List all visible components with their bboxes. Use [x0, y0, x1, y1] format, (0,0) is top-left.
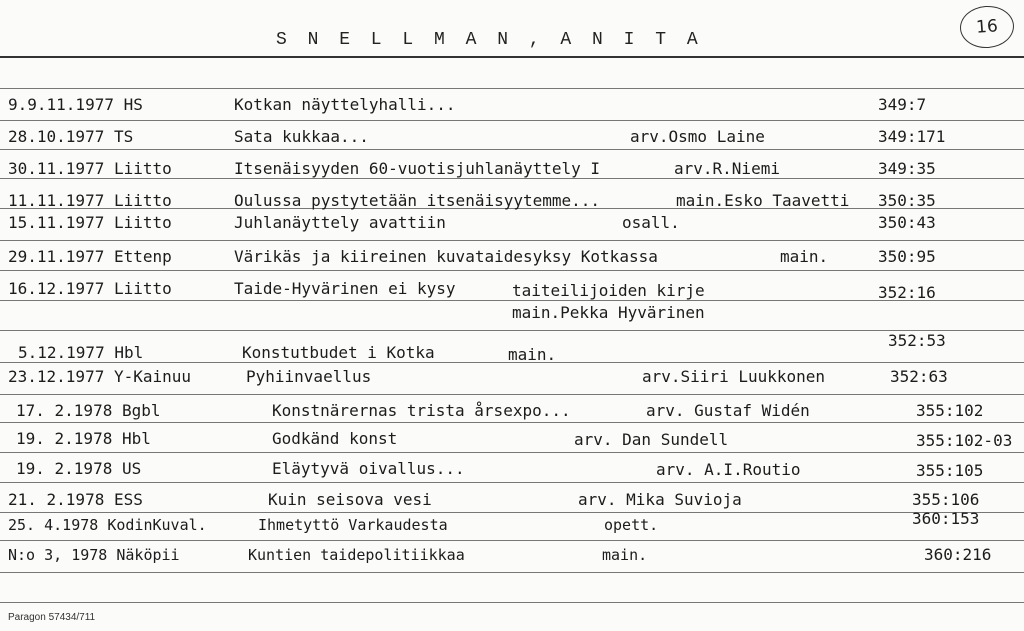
entry-date: 9.9.11.1977 HS — [8, 95, 143, 114]
rule-line — [0, 512, 1024, 513]
entry-title: Kotkan näyttelyhalli... — [234, 95, 456, 114]
entry-note: arv. Dan Sundell — [574, 430, 729, 449]
entry-date: 23.12.1977 Y-Kainuu — [8, 367, 192, 386]
entry-title: Taide-Hyvärinen ei kysy — [234, 279, 456, 298]
entry-title: Konstutbudet i Kotka — [242, 343, 435, 362]
rule-line — [0, 88, 1024, 89]
entry-ref: 350:43 — [878, 213, 936, 232]
rule-line — [0, 452, 1024, 453]
entry-title: Pyhiinvaellus — [246, 367, 372, 386]
entry-ref: 349:171 — [878, 127, 946, 146]
entry-note: arv.Osmo Laine — [630, 127, 765, 146]
entry-ref: 355:102 — [916, 401, 984, 420]
entry-ref: 352:16 — [878, 283, 936, 302]
rule-line — [0, 422, 1024, 423]
entry-date: 19. 2.1978 US — [16, 459, 142, 478]
entry-title: Ihmetyttö Varkaudesta — [258, 516, 448, 534]
entry-title: Kuntien taidepolitiikkaa — [248, 546, 465, 564]
entry-note: main. — [780, 247, 829, 266]
entry-note: main. — [602, 546, 648, 564]
rule-line — [0, 300, 1024, 301]
entry-ref: 349:7 — [878, 95, 927, 114]
entry-ref: 349:35 — [878, 159, 936, 178]
entry-date: 25. 4.1978 KodinKuval. — [8, 516, 207, 534]
entry-ref: 350:95 — [878, 247, 936, 266]
entry-ref: 355:106 — [912, 490, 980, 509]
entry-note: arv. A.I.Routio — [656, 460, 801, 479]
entry-ref: 355:105 — [916, 461, 984, 480]
rule-line — [0, 482, 1024, 483]
entry-date: 16.12.1977 Liitto — [8, 279, 172, 298]
entry-date: 28.10.1977 TS — [8, 127, 134, 146]
entry-ref: 352:53 — [888, 331, 946, 350]
rule-line — [0, 120, 1024, 121]
entry-note: osall. — [622, 213, 680, 232]
entry-date: 11.11.1977 Liitto — [8, 191, 172, 210]
rule-line — [0, 572, 1024, 573]
entry-date: N:o 3, 1978 Näköpii — [8, 546, 180, 564]
rule-line — [0, 540, 1024, 541]
entry-title: Sata kukkaa... — [234, 127, 369, 146]
rule-line — [0, 240, 1024, 241]
entry-title: Eläytyvä oivallus... — [272, 459, 465, 478]
entry-date: 29.11.1977 Ettenp — [8, 247, 172, 266]
entry-ref: 352:63 — [890, 367, 948, 386]
rule-line — [0, 178, 1024, 179]
entry-note: taiteilijoiden kirje — [512, 281, 705, 300]
entry-ref: 355:102-03 — [916, 431, 1013, 450]
entry-title: Juhlanäyttely avattiin — [234, 213, 446, 232]
entry-title: Konstnärernas trista årsexpo... — [272, 401, 571, 420]
entry-title: Värikäs ja kiireinen kuvataidesyksy Kotkassa — [234, 247, 658, 266]
rule-line — [0, 56, 1024, 58]
entry-date: 5.12.1977 Hbl — [18, 343, 144, 362]
rule-line — [0, 270, 1024, 271]
rule-line — [0, 149, 1024, 150]
rule-line — [0, 602, 1024, 603]
entry-date: 21. 2.1978 ESS — [8, 490, 143, 509]
card-number-circled: 16 — [959, 4, 1016, 50]
entry-note: main. — [508, 345, 557, 364]
card-title: S N E L L M A N , A N I T A — [276, 30, 703, 50]
entry-date: 19. 2.1978 Hbl — [16, 429, 151, 448]
entry-note: arv. Gustaf Widén — [646, 401, 810, 420]
entry-title: Godkänd konst — [272, 429, 398, 448]
entry-note: arv.Siiri Luukkonen — [642, 367, 826, 386]
entry-ref: 360:216 — [924, 545, 992, 564]
entry-note: arv. Mika Suvioja — [578, 490, 742, 509]
entry-title: Itsenäisyyden 60-vuotisjuhlanäyttely I — [234, 159, 601, 178]
entry-note-line2: main.Pekka Hyvärinen — [512, 303, 705, 322]
entry-note: arv.R.Niemi — [674, 159, 780, 178]
entry-ref: 360:153 — [912, 509, 980, 528]
entry-date: 30.11.1977 Liitto — [8, 159, 172, 178]
entry-title: Kuin seisova vesi — [268, 490, 432, 509]
entry-note: opett. — [604, 516, 659, 534]
entry-date: 17. 2.1978 Bgbl — [16, 401, 161, 420]
entry-date: 15.11.1977 Liitto — [8, 213, 172, 232]
entry-ref: 350:35 — [878, 191, 936, 210]
entry-note: main.Esko Taavetti — [676, 191, 850, 210]
print-mark: Paragon 57434/711 — [8, 612, 96, 623]
rule-line — [0, 330, 1024, 331]
entry-title: Oulussa pystytetään itsenäisyytemme... — [234, 191, 601, 210]
rule-line — [0, 394, 1024, 395]
